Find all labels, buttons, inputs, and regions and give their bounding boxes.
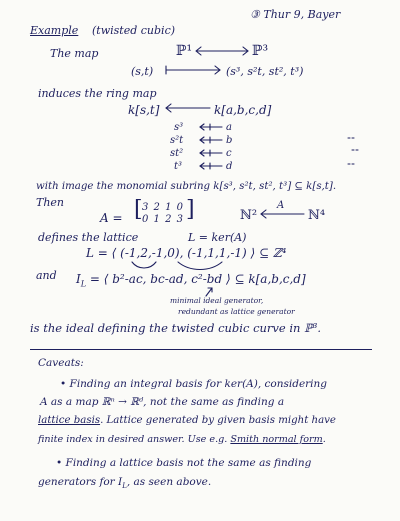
mono-s3: s³ <box>174 122 184 133</box>
var-a: a <box>226 122 232 133</box>
lattice-definition: L = ker(A) <box>188 231 247 244</box>
assign-arrow-b <box>200 137 222 143</box>
mono-s2t: s²t <box>170 135 184 146</box>
note-redundant: redundant as lattice generator <box>178 307 295 316</box>
matrix-label: A = <box>100 211 123 225</box>
lattice-basis-term: lattice basis <box>38 415 101 426</box>
ring-map-arrow <box>166 104 210 112</box>
then-label: Then <box>36 196 65 209</box>
var-c: c <box>226 148 232 159</box>
and-label: and <box>36 269 57 282</box>
p3-symbol: ℙ³ <box>252 43 269 59</box>
assign-arrow-a <box>200 124 222 130</box>
map-domain: (s,t) <box>131 65 154 78</box>
the-map-label: The map <box>50 47 99 60</box>
example-heading: Example <box>30 24 79 37</box>
ring-left: k[s,t] <box>128 103 160 117</box>
caveats-heading: Caveats: <box>38 357 84 369</box>
n4-to-n2-arrow <box>261 210 304 218</box>
conclusion-text: is the ideal defining the twisted cubic curve in ℙ³. <box>30 321 322 335</box>
note-minimal-generator: minimal ideal generator, <box>170 296 264 305</box>
curve-arrow-2 <box>178 262 222 270</box>
caveat-1-line-4-end: . <box>322 434 326 445</box>
arrow-label: A <box>277 200 285 211</box>
var-d: d <box>226 161 233 172</box>
caveat-1-line-3-rest: . Lattice generated by given basis might have <box>100 415 336 426</box>
caveat-1-line-1: • Finding an integral basis for ker(A), considering <box>60 378 328 390</box>
margin-dashes <box>348 138 360 164</box>
page-title: ③ Thur 9, Bayer <box>250 8 341 21</box>
ideal-subscript: L <box>80 279 87 289</box>
caveat-2-end: , as seen above. <box>126 476 212 488</box>
caveat-2-subscript: L <box>122 482 127 491</box>
ideal-span: = ⟨ b²-ac, bc-ad, c²-bd ⟩ ⊆ k[a,b,c,d] <box>86 272 306 286</box>
assign-arrow-d <box>200 163 222 169</box>
matrix-bracket-right: ] <box>186 197 195 222</box>
caveat-1-line-2: A as a map ℝⁿ → ℝᵈ, not the same as finding a <box>40 396 285 408</box>
lattice-span: L = ⟨ (-1,2,-1,0), (-1,1,1,-1) ⟩ ⊆ ℤ⁴ <box>86 246 287 260</box>
image-line: with image the monomial subring k[s³, s²t, st², t³] ⊆ k[s,t]. <box>36 181 337 192</box>
mono-st2: st² <box>170 148 184 159</box>
ideal-letter: I <box>76 272 81 286</box>
smith-normal-form-term: Smith normal form <box>230 434 323 445</box>
matrix-row-1: 3 2 1 0 <box>142 202 184 213</box>
curve-arrow-1 <box>132 262 156 268</box>
mapsto-arrow <box>166 66 220 74</box>
rational-map-arrow <box>196 47 248 55</box>
example-subtitle: (twisted cubic) <box>92 24 176 37</box>
matrix-bracket-left: [ <box>134 197 143 222</box>
note-pointer-arrow <box>206 288 212 296</box>
assign-arrow-c <box>200 150 222 156</box>
p1-symbol: ℙ¹ <box>176 43 193 59</box>
matrix-row-2: 0 1 2 3 <box>142 214 184 225</box>
ring-right: k[a,b,c,d] <box>214 103 272 117</box>
defines-lattice-text: defines the lattice <box>38 231 139 244</box>
caveat-2-line-1: • Finding a lattice basis not the same as finding <box>56 457 312 469</box>
caveat-1-line-4-start: finite index in desired answer. Use e.g. <box>38 434 231 445</box>
induces-text: induces the ring map <box>38 87 157 100</box>
map-image: (s³, s²t, st², t³) <box>226 65 304 78</box>
caveat-2-start: generators for I <box>38 476 123 488</box>
n4-symbol: ℕ⁴ <box>308 208 326 223</box>
n2-symbol: ℕ² <box>240 208 258 223</box>
mono-t3: t³ <box>174 161 183 172</box>
var-b: b <box>226 135 233 146</box>
